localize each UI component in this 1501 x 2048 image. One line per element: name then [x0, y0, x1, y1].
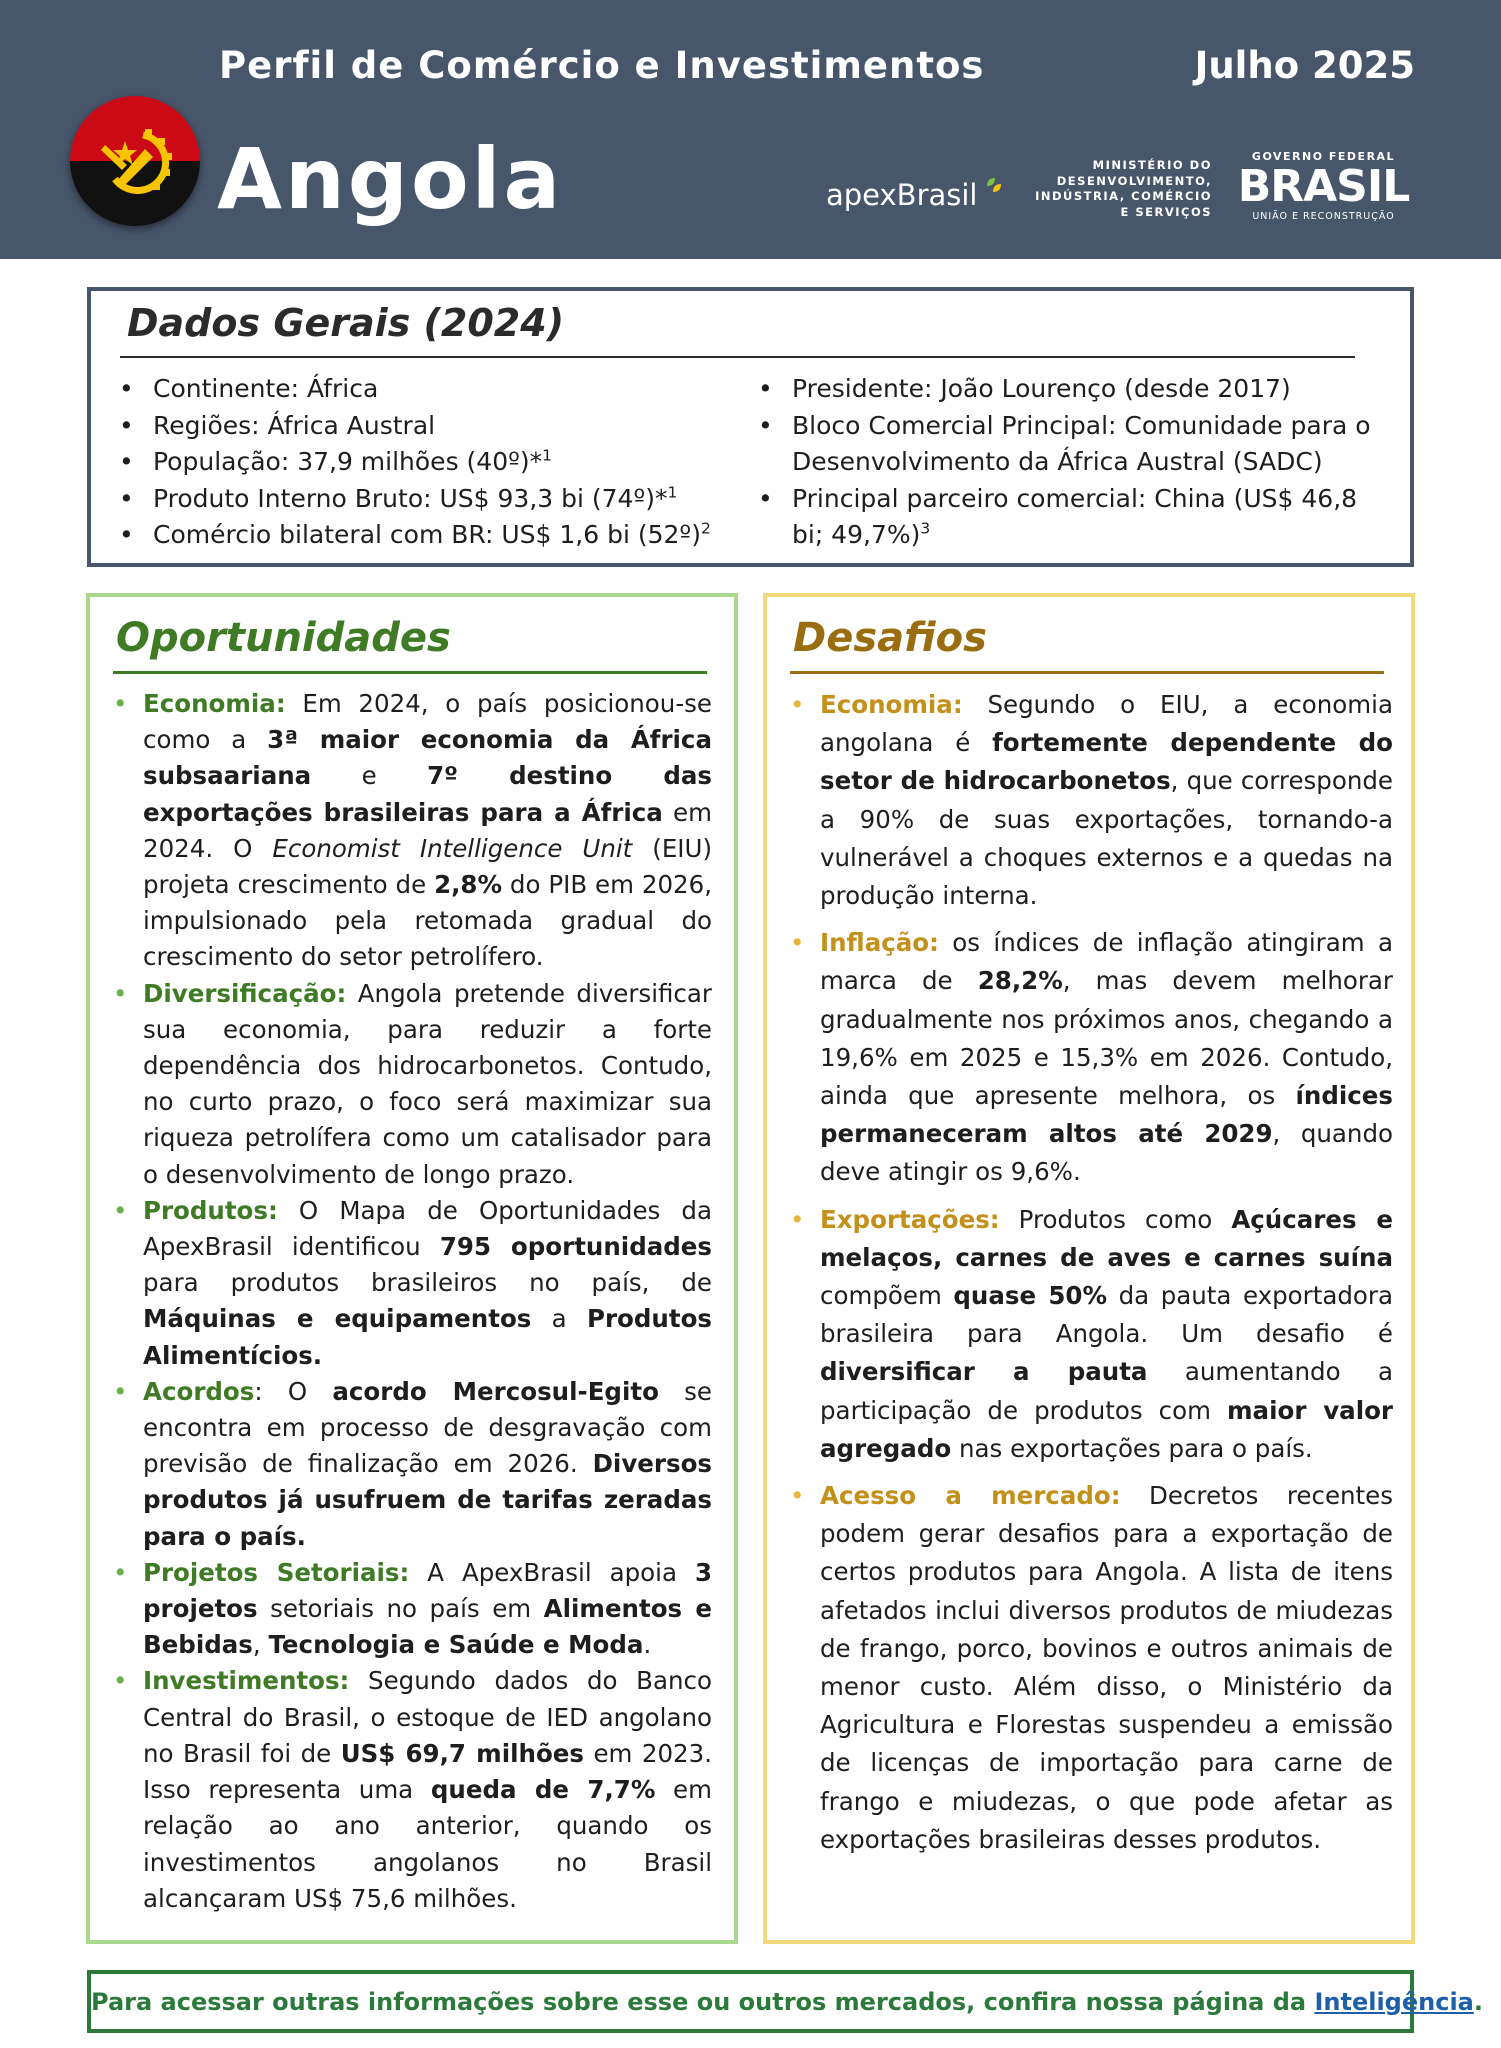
general-data-title: Dados Gerais (2024)	[127, 301, 565, 345]
item-label: Diversificação:	[143, 978, 347, 1008]
challenges-item: • Acesso a mercado: Decretos recentes podem gerar desafios para a exportação de certos produtos para Angola. A lista de itens afetados inclui diversos produtos de miudezas de frango, porco, bovinos e outros animais de menor custo. Além disso, o Ministério da Agricultura e Florestas suspendeu a emissão de licenças de importação para carne de frango e miudezas, o que pode afetar as exportações brasileiras desses produtos.	[784, 1477, 1393, 1859]
general-data-item: • Produto Interno Bruto: US$ 93,3 bi (74º)*$^1$	[119, 481, 729, 518]
challenges-item: • Exportações: Produtos como Açúcares e melaços, carnes de aves e carnes suína compõem quase 50% da pauta exportadora brasileira para Angola. Um desafio é diversificar a pauta aumentando a participação de produtos com maior valor agregado nas exportações para o país.	[784, 1201, 1393, 1468]
angola-emblem-icon	[95, 121, 175, 201]
opportunities-item: • Investimentos: Segundo dados do Banco Central do Brasil, o estoque de IED angolano no Brasil foi de US$ 69,7 milhões em 2023. Isso representa uma queda de 7,7% em relação ao ano anterior, quando os investimentos angolanos no Brasil alcançaram US$ 75,6 milhões.	[107, 1663, 712, 1916]
item-label: Investimentos:	[143, 1666, 350, 1696]
apex-leaf-icon	[985, 176, 1003, 194]
challenges-list	[784, 686, 1393, 1868]
general-data-item: • Regiões: África Austral	[119, 408, 729, 445]
item-label: Exportações:	[820, 1204, 1000, 1234]
header-band	[0, 0, 1501, 259]
challenges-title: Desafios	[793, 615, 987, 661]
general-data-list-right	[758, 371, 1388, 554]
opportunities-title: Oportunidades	[116, 615, 451, 661]
intelligence-link[interactable]: Inteligência	[1314, 1988, 1474, 2016]
general-data-item: • Principal parceiro comercial: China (US$ 46,8 bi; 49,7%)$^3$	[758, 481, 1388, 554]
challenges-item: • Inflação: os índices de inflação atingiram a marca de 28,2%, mas devem melhorar gradualmente nos próximos anos, chegando a 19,6% em 2025 e 15,3% em 2026. Contudo, ainda que apresente melhora, os índices permaneceram altos até 2029, quando deve atingir os 9,6%.	[784, 924, 1393, 1191]
divider	[120, 356, 1355, 358]
opportunities-item: • Produtos: O Mapa de Oportunidades da ApexBrasil identificou 795 oportunidades para produtos brasileiros no país, de Máquinas e equipamentos a Produtos Alimentícios.	[107, 1193, 712, 1374]
angola-flag-icon	[70, 96, 200, 226]
item-label: Economia:	[820, 690, 963, 719]
footer-banner	[87, 1970, 1483, 2033]
general-data-list-left	[119, 371, 729, 554]
challenges-panel	[763, 593, 1415, 1944]
item-label: Projetos Setoriais:	[143, 1557, 410, 1587]
report-date: Julho 2025	[1194, 44, 1415, 87]
divider	[790, 671, 1384, 674]
opportunities-item: • Acordos: O acordo Mercosul-Egito se encontra em processo de desgravação com previsão de finalização em 2026. Diversos produtos já usufruem de tarifas zeradas para o país.	[107, 1374, 712, 1555]
general-data-item: • Bloco Comercial Principal: Comunidade para o Desenvolvimento da África Austral (SADC)	[758, 408, 1388, 481]
opportunities-list	[107, 686, 712, 1917]
country-name: Angola	[217, 130, 564, 228]
general-data-item: • População: 37,9 milhões (40º)*$^1$	[119, 444, 729, 481]
item-label: Acordos	[143, 1376, 255, 1406]
opportunities-item: • Diversificação: Angola pretende diversificar sua economia, para reduzir a forte dependência dos hidrocarbonetos. Contudo, no curto prazo, o foco será maximizar sua riqueza petrolífera como um catalisador para o desenvolvimento de longo prazo.	[107, 976, 712, 1193]
report-title: Perfil de Comércio e Investimentos	[219, 44, 985, 87]
opportunities-item: • Economia: Em 2024, o país posicionou-se como a 3ª maior economia da África subsaariana e 7º destino das exportações brasileiras para a África em 2024. O Economist Intelligence Unit (EIU) projeta crescimento de 2,8% do PIB em 2026, impulsionado pela retomada gradual do crescimento do setor petrolífero.	[107, 686, 712, 976]
opportunities-panel	[86, 593, 738, 1944]
general-data-item: • Comércio bilateral com BR: US$ 1,6 bi (52º)$^2$	[119, 517, 729, 554]
item-label: Produtos:	[143, 1195, 278, 1225]
item-label: Economia:	[143, 689, 286, 718]
item-label: Inflação:	[820, 928, 939, 958]
general-data-item: • Continente: África	[119, 371, 729, 408]
government-logo: GOVERNO FEDERAL BRASIL UNIÃO E RECONSTRUÇÃO	[1237, 150, 1410, 222]
general-data-item: • Presidente: João Lourenço (desde 2017)	[758, 371, 1388, 408]
challenges-item: • Economia: Segundo o EIU, a economia angolana é fortemente dependente do setor de hidrocarbonetos, que corresponde a 90% de suas exportações, tornando-a vulnerável a choques externos e a quedas na produção interna.	[784, 686, 1393, 915]
apex-logo: apexBrasil	[826, 178, 978, 212]
ministry-logo: MINISTÉRIO DO DESENVOLVIMENTO, INDÚSTRIA, COMÉRCIO E SERVIÇOS	[1035, 158, 1212, 219]
opportunities-item: • Projetos Setoriais: A ApexBrasil apoia 3 projetos setoriais no país em Alimentos e Bebidas, Tecnologia e Saúde e Moda.	[107, 1555, 712, 1664]
footer-text: Para acessar outras informações sobre esse ou outros mercados, confira nossa página da Inteligência.	[91, 1988, 1483, 2016]
item-label: Acesso a mercado:	[820, 1481, 1121, 1511]
general-data-panel	[87, 287, 1414, 567]
divider	[113, 671, 707, 674]
